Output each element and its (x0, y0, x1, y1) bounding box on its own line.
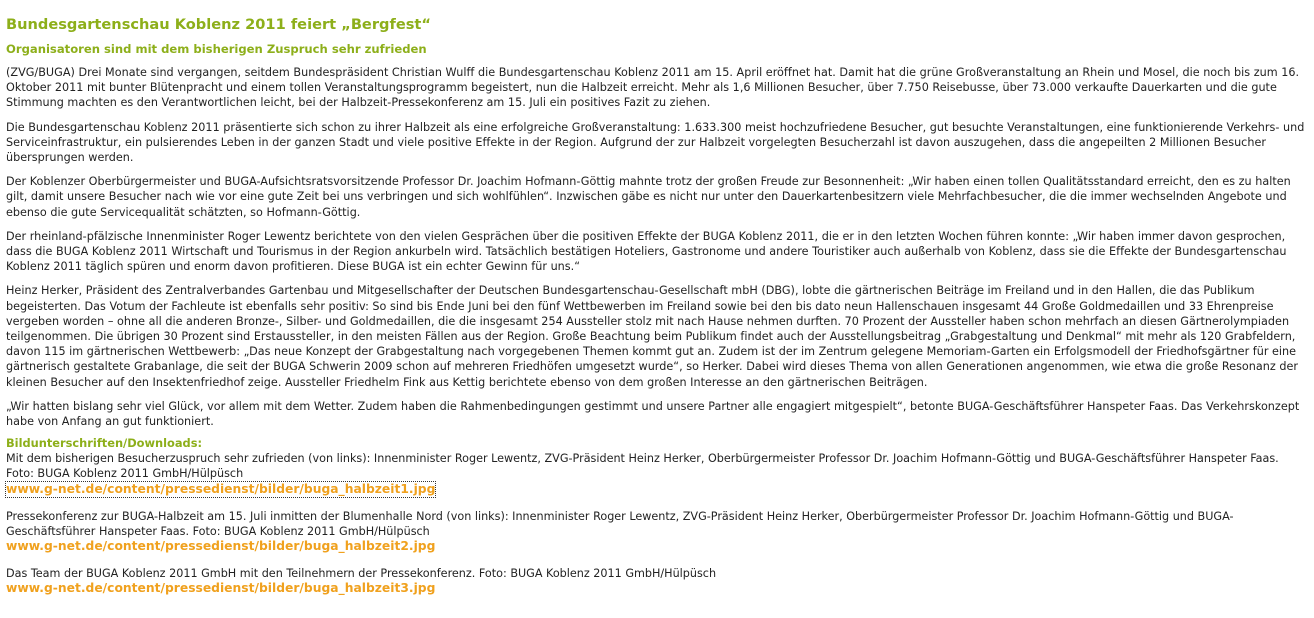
download-link-halbzeit1[interactable]: www.g-net.de/content/pressedienst/bilder/buga_halbzeit1.jpg (6, 481, 436, 496)
article-paragraph: Die Bundesgartenschau Koblenz 2011 präsentierte sich schon zu ihrer Halbzeit als eine erfolgreiche Großveranstaltung: 1.633.300 meist hochzufriedene Besucher, gut besuchte Veranstaltungen, eine funktionierende Verkehrs- und Serviceinfrastruktur, ein pulsierendes Leben in der ganzen Stadt und viele positive Effekte in der Region. Aufgrund der zur Halbzeit vorgelegten Besucherzahl ist davon auszugehen, dass die angepeilten 2 Millionen Besucher übersprungen werden. (6, 120, 1305, 165)
article-body (6, 65, 1308, 429)
image-caption: Pressekonferenz zur BUGA-Halbzeit am 15. Juli inmitten der Blumenhalle Nord (von links): Innenminister Roger Lewentz, ZVG-Präsident Heinz Herker, Oberbürgermeister Professor Dr. Joachim Hofmann-Göttig und BUGA-Geschäftsführer Hanspeter Faas. Foto: BUGA Koblenz 2011 GmbH/Hülpüsch (6, 509, 1234, 538)
article-paragraph: Der rheinland-pfälzische Innenminister Roger Lewentz berichtete von den vielen Gesprächen über die positiven Effekte der BUGA Koblenz 2011, die er in den letzten Wochen führen konnte: „Wir haben immer davon gesprochen, dass die BUGA Koblenz 2011 Wirtschaft und Tourismus in der Region ankurbeln wird. Tatsächlich bestätigen Hoteliers, Gastronome und andere Touristiker auch außerhalb von Koblenz, dass sie die Effekte der Bundesgartenschau Koblenz 2011 täglich spüren und enorm davon profitieren. Diese BUGA ist ein echter Gewinn für uns.“ (6, 229, 1287, 274)
article-subtitle: Organisatoren sind mit dem bisherigen Zuspruch sehr zufrieden (6, 42, 427, 56)
download-item (6, 566, 1308, 608)
article-title: Bundesgartenschau Koblenz 2011 feiert „Bergfest“ (6, 16, 431, 33)
image-caption: Mit dem bisherigen Besucherzuspruch sehr zufrieden (von links): Innenminister Roger Lewentz, ZVG-Präsident Heinz Herker, Oberbürgermeister Professor Dr. Joachim Hofmann-Göttig und BUGA-Geschäftsführer Hanspeter Faas. Foto: BUGA Koblenz 2011 GmbH/Hülpüsch (6, 452, 1279, 481)
download-item (6, 451, 1308, 508)
article-paragraph: Der Koblenzer Oberbürgermeister und BUGA-Aufsichtsratsvorsitzende Professor Dr. Joachim Hofmann-Göttig mahnte trotz der großen Freude zur Besonnenheit: „Wir haben einen tollen Qualitätsstandard erreicht, den es zu halten gilt, damit unsere Besucher nach wie vor eine gute Zeit bei uns verbringen und sich wohlfühlen“. Inzwischen gäbe es nicht nur unter den Dauerkartenbesitzern viele Mehrfachbesucher, die die immer wechselnden Angebote und ebenso die gute Servicequalität schätzten, so Hofmann-Göttig. (6, 175, 1291, 219)
article-paragraph: „Wir hatten bislang sehr viel Glück, vor allem mit dem Wetter. Zudem haben die Rahmenbedingungen gestimmt und unsere Partner alle engagiert mitgespielt“, betonte BUGA-Geschäftsführer Hanspeter Faas. Das Verkehrskonzept habe von Anfang an gut funktioniert. (6, 399, 1300, 429)
download-link-halbzeit3[interactable]: www.g-net.de/content/pressedienst/bilder/buga_halbzeit3.jpg (6, 581, 436, 596)
downloads-section (6, 436, 1308, 608)
download-item (6, 509, 1308, 566)
article-paragraph: Heinz Herker, Präsident des Zentralverbandes Gartenbau und Mitgesellschafter der Deutschen Bundesgartenschau-Gesellschaft mbH (DBG), lobte die gärtnerischen Beiträge im Freiland und in den Hallen, die das Publikum begeisterten. Das Votum der Fachleute ist ebenfalls sehr positiv: So sind bis Ende Juni bei den fünf Wettbewerben im Freiland sowie bei den bis dato neun Hallenschauen insgesamt 44 Große Goldmedaillen und 33 Ehrenpreise vergeben worden – ohne all die anderen Bronze-, Silber- und Goldmedaillen, die die insgesamt 254 Aussteller stolz mit nach Hause nehmen durften. 70 Prozent der Aussteller haben schon mehrfach an diesen Gärtnerolympiaden teilgenommen. Die übrigen 30 Prozent sind Erstaussteller, in den meisten Fällen aus der Region. Große Beachtung beim Publikum findet auch der Ausstellungsbeitrag „Grabgestaltung und Denkmal“ mit mehr als 120 Grabfeldern, davon 115 im gärtnerischen Wettbewerb: „Das neue Konzept der Grabgestaltung nach vorgegebenen Themen kommt gut an. Zudem ist der im Zentrum gelegene Memoriam-Garten ein Erfolgsmodell der Friedhofsgärtner für eine gärtnerisch gestaltete Grabanlage, die seit der BUGA Schwerin 2009 schon auf mehreren Friedhöfen umgesetzt wurde“, so Herker. Dabei wird dieses Thema von allen Generationen angenommen, wie etwa die große Resonanz der kleinen Besucher auf den Insektenfriedhof zeige. Aussteller Friedhelm Fink aus Kettig berichtete ebenso von dem großen Interesse an den gärtnerischen Beiträgen. (6, 284, 1298, 389)
download-link-halbzeit2[interactable]: www.g-net.de/content/pressedienst/bilder/buga_halbzeit2.jpg (6, 539, 436, 554)
image-caption: Das Team der BUGA Koblenz 2011 GmbH mit den Teilnehmern der Pressekonferenz. Foto: BUGA Koblenz 2011 GmbH/Hülpüsch (6, 567, 717, 581)
downloads-heading: Bildunterschriften/Downloads: (6, 436, 203, 451)
article-paragraph: (ZVG/BUGA) Drei Monate sind vergangen, seitdem Bundespräsident Christian Wulff die Bundesgartenschau Koblenz 2011 am 15. April eröffnet hat. Damit hat die grüne Großveranstaltung an Rhein und Mosel, die noch bis zum 16. Oktober 2011 mit bunter Blütenpracht und einem tollen Veranstaltungsprogramm begeistert, nun die Halbzeit erreicht. Mehr als 1,6 Millionen Besucher, über 7.750 Reisebusse, über 73.000 verkaufte Dauerkarten und die gute Stimmung machten es den Verantwortlichen leicht, bei der Halbzeit-Pressekonferenz am 15. Juli ein positives Fazit zu ziehen. (6, 66, 1300, 110)
